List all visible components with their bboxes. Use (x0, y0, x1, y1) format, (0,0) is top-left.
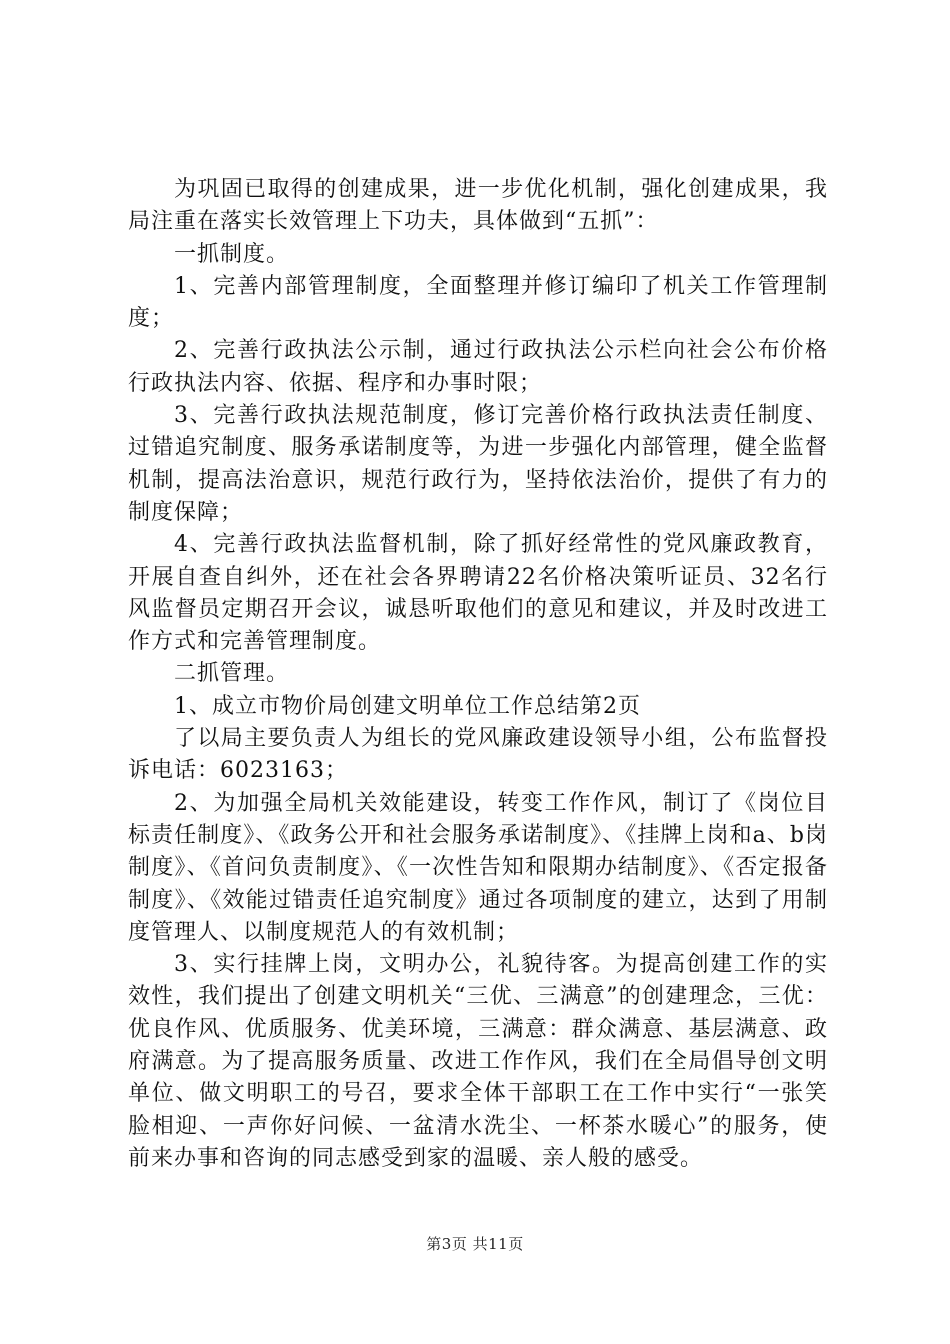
list-item: 2、完善行政执法公示制，通过行政执法公示栏向社会公布价格行政执法内容、依据、程序和办事时限； (128, 338, 828, 396)
list-item: 2、为加强全局机关效能建设，转变工作作风，制订了《岗位目标责任制度》、《政务公开和社会服务承诺制度》、《挂牌上岗和a、b岗制度》、《首问负责制度》、《一次性告知和限期办结制度》、《否定报备制度》、《效能过错责任追究制度》通过各项制度的建立，达到了用制度管理人、以制度规范人的有效机制； (128, 790, 828, 945)
list-item: 1、完善内部管理制度，全面整理并修订编印了机关工作管理制度； (128, 273, 828, 332)
list-item: 4、完善行政执法监督机制，除了抓好经常性的党风廉政教育，开展自查自纠外，还在社会各界聘请22名价格决策听证员、32名行风监督员定期召开会议，诚恳听取他们的意见和建议，并及时改进工作方式和完善管理制度。 (128, 532, 828, 655)
section-heading-1: 一抓制度。 (174, 241, 290, 267)
list-item: 1、成立市物价局创建文明单位工作总结第2页 (174, 693, 641, 719)
paragraph-continuation: 了以局主要负责人为组长的党风廉政建设领导小组，公布监督投诉电话：6023163； (128, 726, 828, 784)
list-item: 3、完善行政执法规范制度，修订完善价格行政执法责任制度、过错追究制度、服务承诺制度等，为进一步强化内部管理，健全监督机制，提高法治意识，规范行政行为，坚持依法治价，提供了有力的制度保障； (128, 403, 828, 525)
section-heading-2: 二抓管理。 (174, 661, 290, 687)
list-item: 3、实行挂牌上岗，文明办公，礼貌待客。为提高创建工作的实效性，我们提出了创建文明机关“三优、三满意”的创建理念，三优：优良作风、优质服务、优美环境，三满意：群众满意、基层满意、政府满意。为了提高服务质量、改进工作作风，我们在全局倡导创文明单位、做文明职工的号召，要求全体干部职工在工作中实行“一张笑脸相迎、一声你好问候、一盆清水洗尘、一杯茶水暖心”的服务，使前来办事和咨询的同志感受到家的温暖、亲人般的感受。 (128, 952, 828, 1171)
paragraph-intro: 为巩固已取得的创建成果，进一步优化机制，强化创建成果，我局注重在落实长效管理上下功夫，具体做到“五抓”： (128, 177, 828, 235)
page-footer: 第3页 共11页 (426, 1235, 524, 1253)
document-body (128, 174, 828, 1175)
